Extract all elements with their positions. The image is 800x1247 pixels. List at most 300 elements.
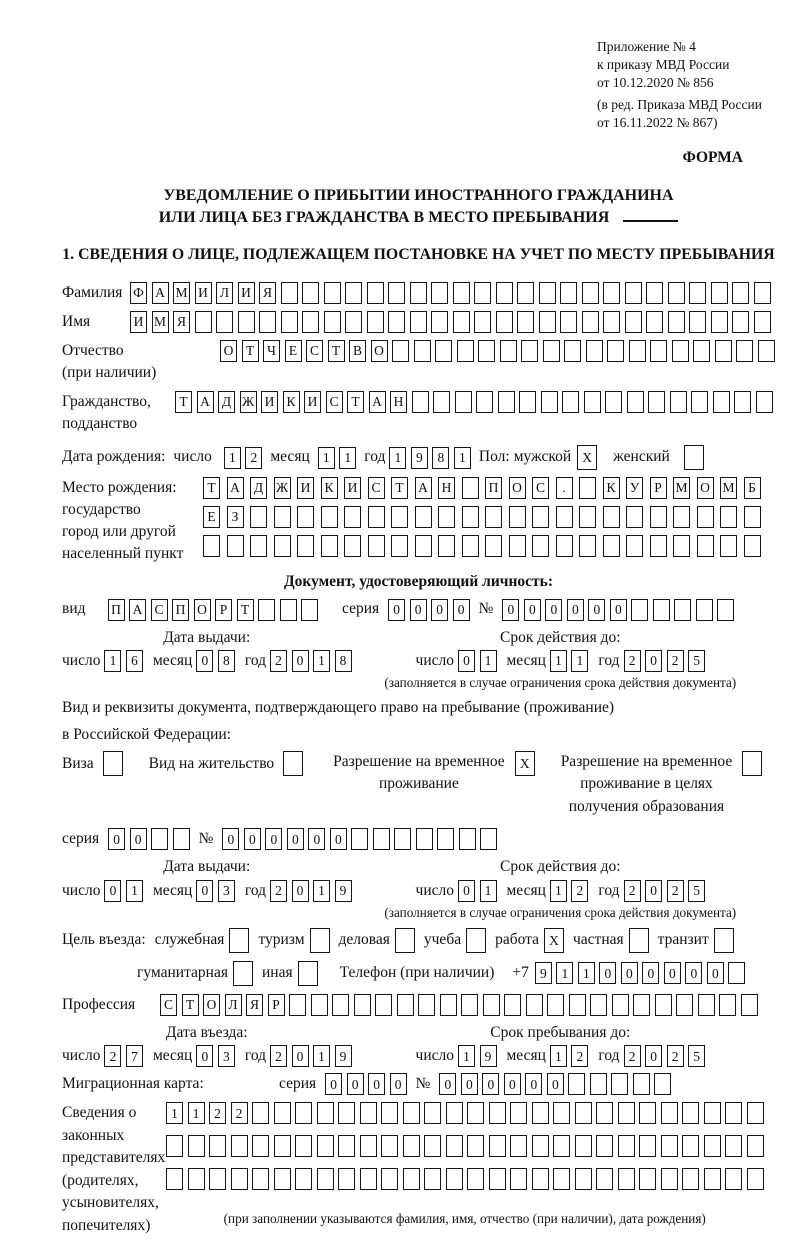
char-box <box>586 340 603 362</box>
char-box: Н <box>390 391 407 413</box>
char-box <box>596 1168 613 1190</box>
char-box <box>510 1102 527 1124</box>
char-box <box>151 828 168 850</box>
char-box: 0 <box>244 828 261 850</box>
char-box <box>521 340 538 362</box>
char-box <box>302 311 319 333</box>
char-box <box>367 311 384 333</box>
char-box: 1 <box>480 880 497 902</box>
char-box <box>682 1102 699 1124</box>
char-box: 1 <box>313 880 330 902</box>
char-box <box>453 311 470 333</box>
char-box <box>625 282 642 304</box>
char-box: 0 <box>458 650 475 672</box>
purpose-transit-label: транзит <box>657 931 709 949</box>
char-box <box>381 1102 398 1124</box>
char-box: Я <box>259 282 276 304</box>
expiry-year-label: год <box>598 651 620 669</box>
char-box <box>360 1168 377 1190</box>
char-box: 1 <box>224 447 241 469</box>
stay-until-year-label: год <box>598 1047 620 1065</box>
char-box <box>711 311 728 333</box>
annex-wrap <box>62 38 775 132</box>
purpose-transit <box>658 928 734 953</box>
char-box: У <box>626 477 643 499</box>
char-box <box>250 506 267 528</box>
char-box <box>281 311 298 333</box>
char-box <box>250 535 267 557</box>
char-box <box>321 506 338 528</box>
char-box: 0 <box>545 599 562 621</box>
representatives-label-line-5: усыновителях, <box>62 1194 159 1212</box>
char-box: 0 <box>588 599 605 621</box>
char-box <box>166 1135 183 1157</box>
char-box: В <box>349 340 366 362</box>
char-box <box>229 928 249 953</box>
char-box: 2 <box>209 1102 226 1124</box>
char-box <box>298 961 318 986</box>
citizenship-label-line-1: Гражданство, <box>62 393 151 411</box>
char-box <box>575 1102 592 1124</box>
form-title <box>62 185 775 230</box>
stay-issue-day-label: число <box>62 881 101 899</box>
birth-place-row-1 <box>203 477 761 499</box>
stay-expiry-note: (заполняется в случае ограничения срока действия документа) <box>384 904 737 920</box>
char-box <box>321 535 338 557</box>
issue-month-boxes <box>196 650 235 672</box>
char-box <box>467 1102 484 1124</box>
temp-residence-label <box>333 751 505 796</box>
temp-residence-item <box>333 751 535 796</box>
char-box: 9 <box>480 1045 497 1067</box>
stay-number-label: № <box>198 830 214 848</box>
char-box: А <box>227 477 244 499</box>
char-box: О <box>220 340 237 362</box>
visa-label: Виза <box>62 754 94 772</box>
char-box <box>633 1073 650 1095</box>
char-box: О <box>194 599 211 621</box>
citizenship-label-line-2: подданство <box>62 415 138 433</box>
representatives-boxes <box>166 1102 764 1227</box>
char-box <box>238 311 255 333</box>
identity-doc-kind-row <box>62 599 775 621</box>
char-box: 0 <box>645 1045 662 1067</box>
annex-line-2: к приказу МВД России <box>597 56 730 72</box>
purpose-study-checkbox <box>466 928 486 953</box>
char-box <box>446 1135 463 1157</box>
char-box <box>252 1135 269 1157</box>
char-box: 2 <box>571 1045 588 1067</box>
char-box <box>395 928 415 953</box>
char-box <box>485 506 502 528</box>
char-box <box>415 506 432 528</box>
char-box <box>216 311 233 333</box>
char-box <box>317 1135 334 1157</box>
char-box <box>381 1168 398 1190</box>
char-box <box>754 282 771 304</box>
representatives-row-1 <box>166 1102 764 1124</box>
profession-row <box>62 994 775 1016</box>
char-box: 0 <box>431 599 448 621</box>
char-box: Б <box>744 477 761 499</box>
char-box: 2 <box>667 650 684 672</box>
citizenship-boxes <box>175 391 773 413</box>
char-box: Т <box>391 477 408 499</box>
representatives-block <box>62 1102 775 1237</box>
purpose-work <box>495 928 564 953</box>
char-box: 0 <box>104 880 121 902</box>
char-box <box>672 340 689 362</box>
patronymic-row <box>62 340 775 384</box>
char-box <box>626 506 643 528</box>
char-box: 2 <box>667 880 684 902</box>
char-box: 9 <box>335 1045 352 1067</box>
stay-issue-day-boxes <box>104 880 143 902</box>
char-box: 5 <box>688 1045 705 1067</box>
char-box <box>274 506 291 528</box>
char-box <box>682 1135 699 1157</box>
char-box: Р <box>650 477 667 499</box>
char-box: А <box>152 282 169 304</box>
purpose-other-label: иная <box>261 964 293 982</box>
char-box: Т <box>328 340 345 362</box>
char-box <box>496 311 513 333</box>
purpose-tourism <box>258 928 329 953</box>
char-box <box>625 311 642 333</box>
stay-issue-month-boxes <box>196 880 235 902</box>
birth-day-label: число <box>173 448 212 466</box>
char-box <box>655 994 672 1016</box>
char-box <box>653 599 670 621</box>
char-box: 3 <box>218 1045 235 1067</box>
surname-label: Фамилия <box>62 284 123 302</box>
birth-place-label-line-3: город или другой <box>62 523 176 541</box>
char-box <box>556 506 573 528</box>
char-box <box>532 506 549 528</box>
stay-doc-series-row <box>62 828 775 850</box>
char-box: 0 <box>645 650 662 672</box>
char-box <box>517 282 534 304</box>
expiry-day-boxes <box>458 650 497 672</box>
char-box <box>713 391 730 413</box>
representatives-label-line-4: (родителях, <box>62 1171 139 1189</box>
char-box <box>301 599 318 621</box>
char-box <box>590 1073 607 1095</box>
identity-issue-heading: Дата выдачи: <box>163 628 251 646</box>
char-box <box>639 1135 656 1157</box>
identity-expiry-group <box>384 628 737 691</box>
char-box <box>618 1168 635 1190</box>
phone-label: Телефон (при наличии) <box>339 964 495 982</box>
char-box: 9 <box>535 962 552 984</box>
char-box <box>684 445 704 470</box>
char-box <box>582 282 599 304</box>
stay-until-heading: Срок пребывания до: <box>490 1023 631 1041</box>
migration-number-label: № <box>415 1075 431 1093</box>
purpose-humanitarian <box>137 961 253 986</box>
identity-number-label: № <box>478 600 494 618</box>
char-box <box>173 828 190 850</box>
char-box <box>391 535 408 557</box>
char-box: 2 <box>270 880 287 902</box>
sex-male-label: мужской <box>513 448 572 466</box>
char-box <box>742 751 762 776</box>
char-box <box>424 1135 441 1157</box>
char-box <box>627 391 644 413</box>
char-box: 1 <box>104 650 121 672</box>
birth-place-label-line-1: Место рождения: <box>62 479 177 497</box>
temp-residence-edu-label-line-2: проживание в целях <box>580 775 713 793</box>
issue-day-label: число <box>62 651 101 669</box>
char-box: 1 <box>458 1045 475 1067</box>
char-box <box>252 1102 269 1124</box>
char-box: И <box>297 477 314 499</box>
char-box <box>166 1168 183 1190</box>
expiry-year-boxes <box>624 650 706 672</box>
migration-series-label: серия <box>279 1075 317 1093</box>
char-box: 2 <box>245 447 262 469</box>
char-box: Т <box>203 477 220 499</box>
residence-permit-item <box>149 751 304 776</box>
birth-month-boxes <box>318 447 357 469</box>
identity-kind-label: вид <box>62 600 86 618</box>
char-box: Л <box>225 994 242 1016</box>
char-box <box>639 1102 656 1124</box>
char-box: 0 <box>461 1073 478 1095</box>
char-box <box>510 1168 527 1190</box>
purpose-private-checkbox <box>629 928 649 953</box>
stay-until-day-label: число <box>415 1047 454 1065</box>
entry-month-boxes <box>196 1045 235 1067</box>
identity-dates <box>62 628 775 691</box>
char-box: 0 <box>621 962 638 984</box>
char-box <box>698 994 715 1016</box>
char-box: Я <box>246 994 263 1016</box>
identity-expiry-line <box>416 650 706 672</box>
char-box <box>354 994 371 1016</box>
char-box: М <box>720 477 737 499</box>
representatives-label-line-1: Сведения о <box>62 1104 137 1122</box>
issue-year-boxes <box>270 650 352 672</box>
char-box <box>295 1168 312 1190</box>
char-box <box>668 311 685 333</box>
expiry-day-label: число <box>415 651 454 669</box>
char-box <box>297 535 314 557</box>
char-box: 0 <box>439 1073 456 1095</box>
representatives-row-3 <box>166 1168 764 1190</box>
char-box <box>504 994 521 1016</box>
char-box <box>526 994 543 1016</box>
char-box: 1 <box>550 650 567 672</box>
representatives-label-line-3: представителях <box>62 1149 166 1167</box>
char-box <box>462 506 479 528</box>
profession-label: Профессия <box>62 995 136 1013</box>
char-box: 0 <box>504 1073 521 1095</box>
char-box <box>480 828 497 850</box>
char-box: 0 <box>524 599 541 621</box>
char-box <box>747 1135 764 1157</box>
char-box <box>569 994 586 1016</box>
char-box <box>691 391 708 413</box>
expiry-month-boxes <box>550 650 589 672</box>
char-box <box>584 391 601 413</box>
char-box: 2 <box>231 1102 248 1124</box>
char-box <box>324 282 341 304</box>
birth-date-label: Дата рождения: <box>62 448 166 466</box>
char-box <box>607 340 624 362</box>
char-box: И <box>195 282 212 304</box>
stay-doc-dates <box>62 857 775 920</box>
char-box <box>416 828 433 850</box>
char-box <box>258 599 275 621</box>
char-box <box>438 535 455 557</box>
char-box <box>388 282 405 304</box>
phone-boxes <box>535 962 746 984</box>
char-box <box>410 311 427 333</box>
purpose-business-checkbox <box>229 928 249 953</box>
char-box: 3 <box>218 880 235 902</box>
annex-note <box>597 96 775 132</box>
char-box <box>715 340 732 362</box>
char-box: О <box>371 340 388 362</box>
char-box <box>517 311 534 333</box>
temp-residence-label-line-1: Разрешение на временное <box>333 752 505 770</box>
char-box: М <box>173 282 190 304</box>
char-box: 1 <box>166 1102 183 1124</box>
char-box <box>603 311 620 333</box>
char-box: 2 <box>667 1045 684 1067</box>
representatives-label-line-6: попечителях) <box>62 1216 151 1234</box>
char-box <box>510 1135 527 1157</box>
char-box <box>338 1102 355 1124</box>
char-box <box>532 535 549 557</box>
char-box <box>360 1135 377 1157</box>
char-box: X <box>577 445 597 470</box>
citizenship-row <box>62 391 775 435</box>
char-box <box>403 1102 420 1124</box>
surname-boxes <box>130 282 771 304</box>
identity-kind-boxes <box>108 599 319 621</box>
char-box <box>403 1168 420 1190</box>
char-box <box>711 282 728 304</box>
char-box <box>485 535 502 557</box>
char-box: 2 <box>624 1045 641 1067</box>
char-box <box>231 1168 248 1190</box>
char-box: Ж <box>240 391 257 413</box>
char-box <box>676 994 693 1016</box>
char-box: С <box>532 477 549 499</box>
char-box: 0 <box>196 880 213 902</box>
char-box <box>297 506 314 528</box>
char-box: 0 <box>196 650 213 672</box>
char-box: Е <box>203 506 220 528</box>
char-box: 1 <box>578 962 595 984</box>
char-box <box>281 282 298 304</box>
birth-place-boxes <box>203 477 761 557</box>
char-box <box>476 391 493 413</box>
char-box <box>553 1168 570 1190</box>
char-box: 0 <box>108 828 125 850</box>
char-box: О <box>697 477 714 499</box>
char-box: К <box>603 477 620 499</box>
char-box <box>233 961 253 986</box>
stay-number-boxes <box>222 828 497 850</box>
char-box: 0 <box>130 828 147 850</box>
char-box: 0 <box>502 599 519 621</box>
stay-until-month-boxes <box>550 1045 589 1067</box>
form-title-line-2 <box>62 207 775 229</box>
identity-expiry-heading: Срок действия до: <box>500 628 621 646</box>
char-box <box>446 1168 463 1190</box>
char-box <box>553 1135 570 1157</box>
char-box <box>575 1135 592 1157</box>
char-box <box>317 1102 334 1124</box>
section-1-heading: 1. СВЕДЕНИЯ О ЛИЦЕ, ПОДЛЕЖАЩЕМ ПОСТАНОВКЕ НА УЧЕТ ПО МЕСТУ ПРЕБЫВАНИЯ <box>62 246 775 264</box>
char-box: 0 <box>453 599 470 621</box>
char-box <box>259 311 276 333</box>
annex-line-1: Приложение № 4 <box>597 39 696 54</box>
char-box: Ф <box>130 282 147 304</box>
stay-issue-year-boxes <box>270 880 352 902</box>
char-box <box>553 1102 570 1124</box>
char-box <box>231 1135 248 1157</box>
temp-residence-edu-checkbox <box>742 751 762 776</box>
char-box <box>674 599 691 621</box>
char-box <box>489 1168 506 1190</box>
char-box <box>274 1102 291 1124</box>
char-box <box>344 506 361 528</box>
identity-number-boxes <box>502 599 734 621</box>
char-box <box>618 1102 635 1124</box>
char-box <box>317 1168 334 1190</box>
char-box <box>433 391 450 413</box>
char-box: X <box>544 928 564 953</box>
stay-issue-heading: Дата выдачи: <box>163 858 251 876</box>
char-box: И <box>261 391 278 413</box>
char-box <box>543 340 560 362</box>
char-box <box>195 311 212 333</box>
issue-day-boxes <box>104 650 143 672</box>
char-box: З <box>227 506 244 528</box>
char-box: 0 <box>547 1073 564 1095</box>
char-box: 0 <box>325 1073 342 1095</box>
title-blank-line <box>623 209 678 222</box>
char-box <box>438 506 455 528</box>
char-box <box>728 962 745 984</box>
identity-series-label: серия <box>342 600 380 618</box>
char-box <box>697 506 714 528</box>
residence-permit-label: Вид на жительство <box>148 754 275 772</box>
char-box: С <box>160 994 177 1016</box>
migration-series-boxes <box>325 1073 407 1095</box>
char-box <box>603 506 620 528</box>
char-box <box>556 535 573 557</box>
char-box: 0 <box>458 880 475 902</box>
char-box: Д <box>218 391 235 413</box>
char-box <box>483 994 500 1016</box>
char-box: 1 <box>339 447 356 469</box>
char-box: 1 <box>556 962 573 984</box>
char-box <box>719 994 736 1016</box>
char-box: 1 <box>313 650 330 672</box>
char-box: 0 <box>308 828 325 850</box>
char-box <box>725 1135 742 1157</box>
char-box <box>560 282 577 304</box>
birth-year-label: год <box>364 448 386 466</box>
sex-label: Пол: <box>478 448 510 466</box>
purpose-humanitarian-checkbox <box>233 961 253 986</box>
purpose-work-label: работа <box>495 931 539 949</box>
